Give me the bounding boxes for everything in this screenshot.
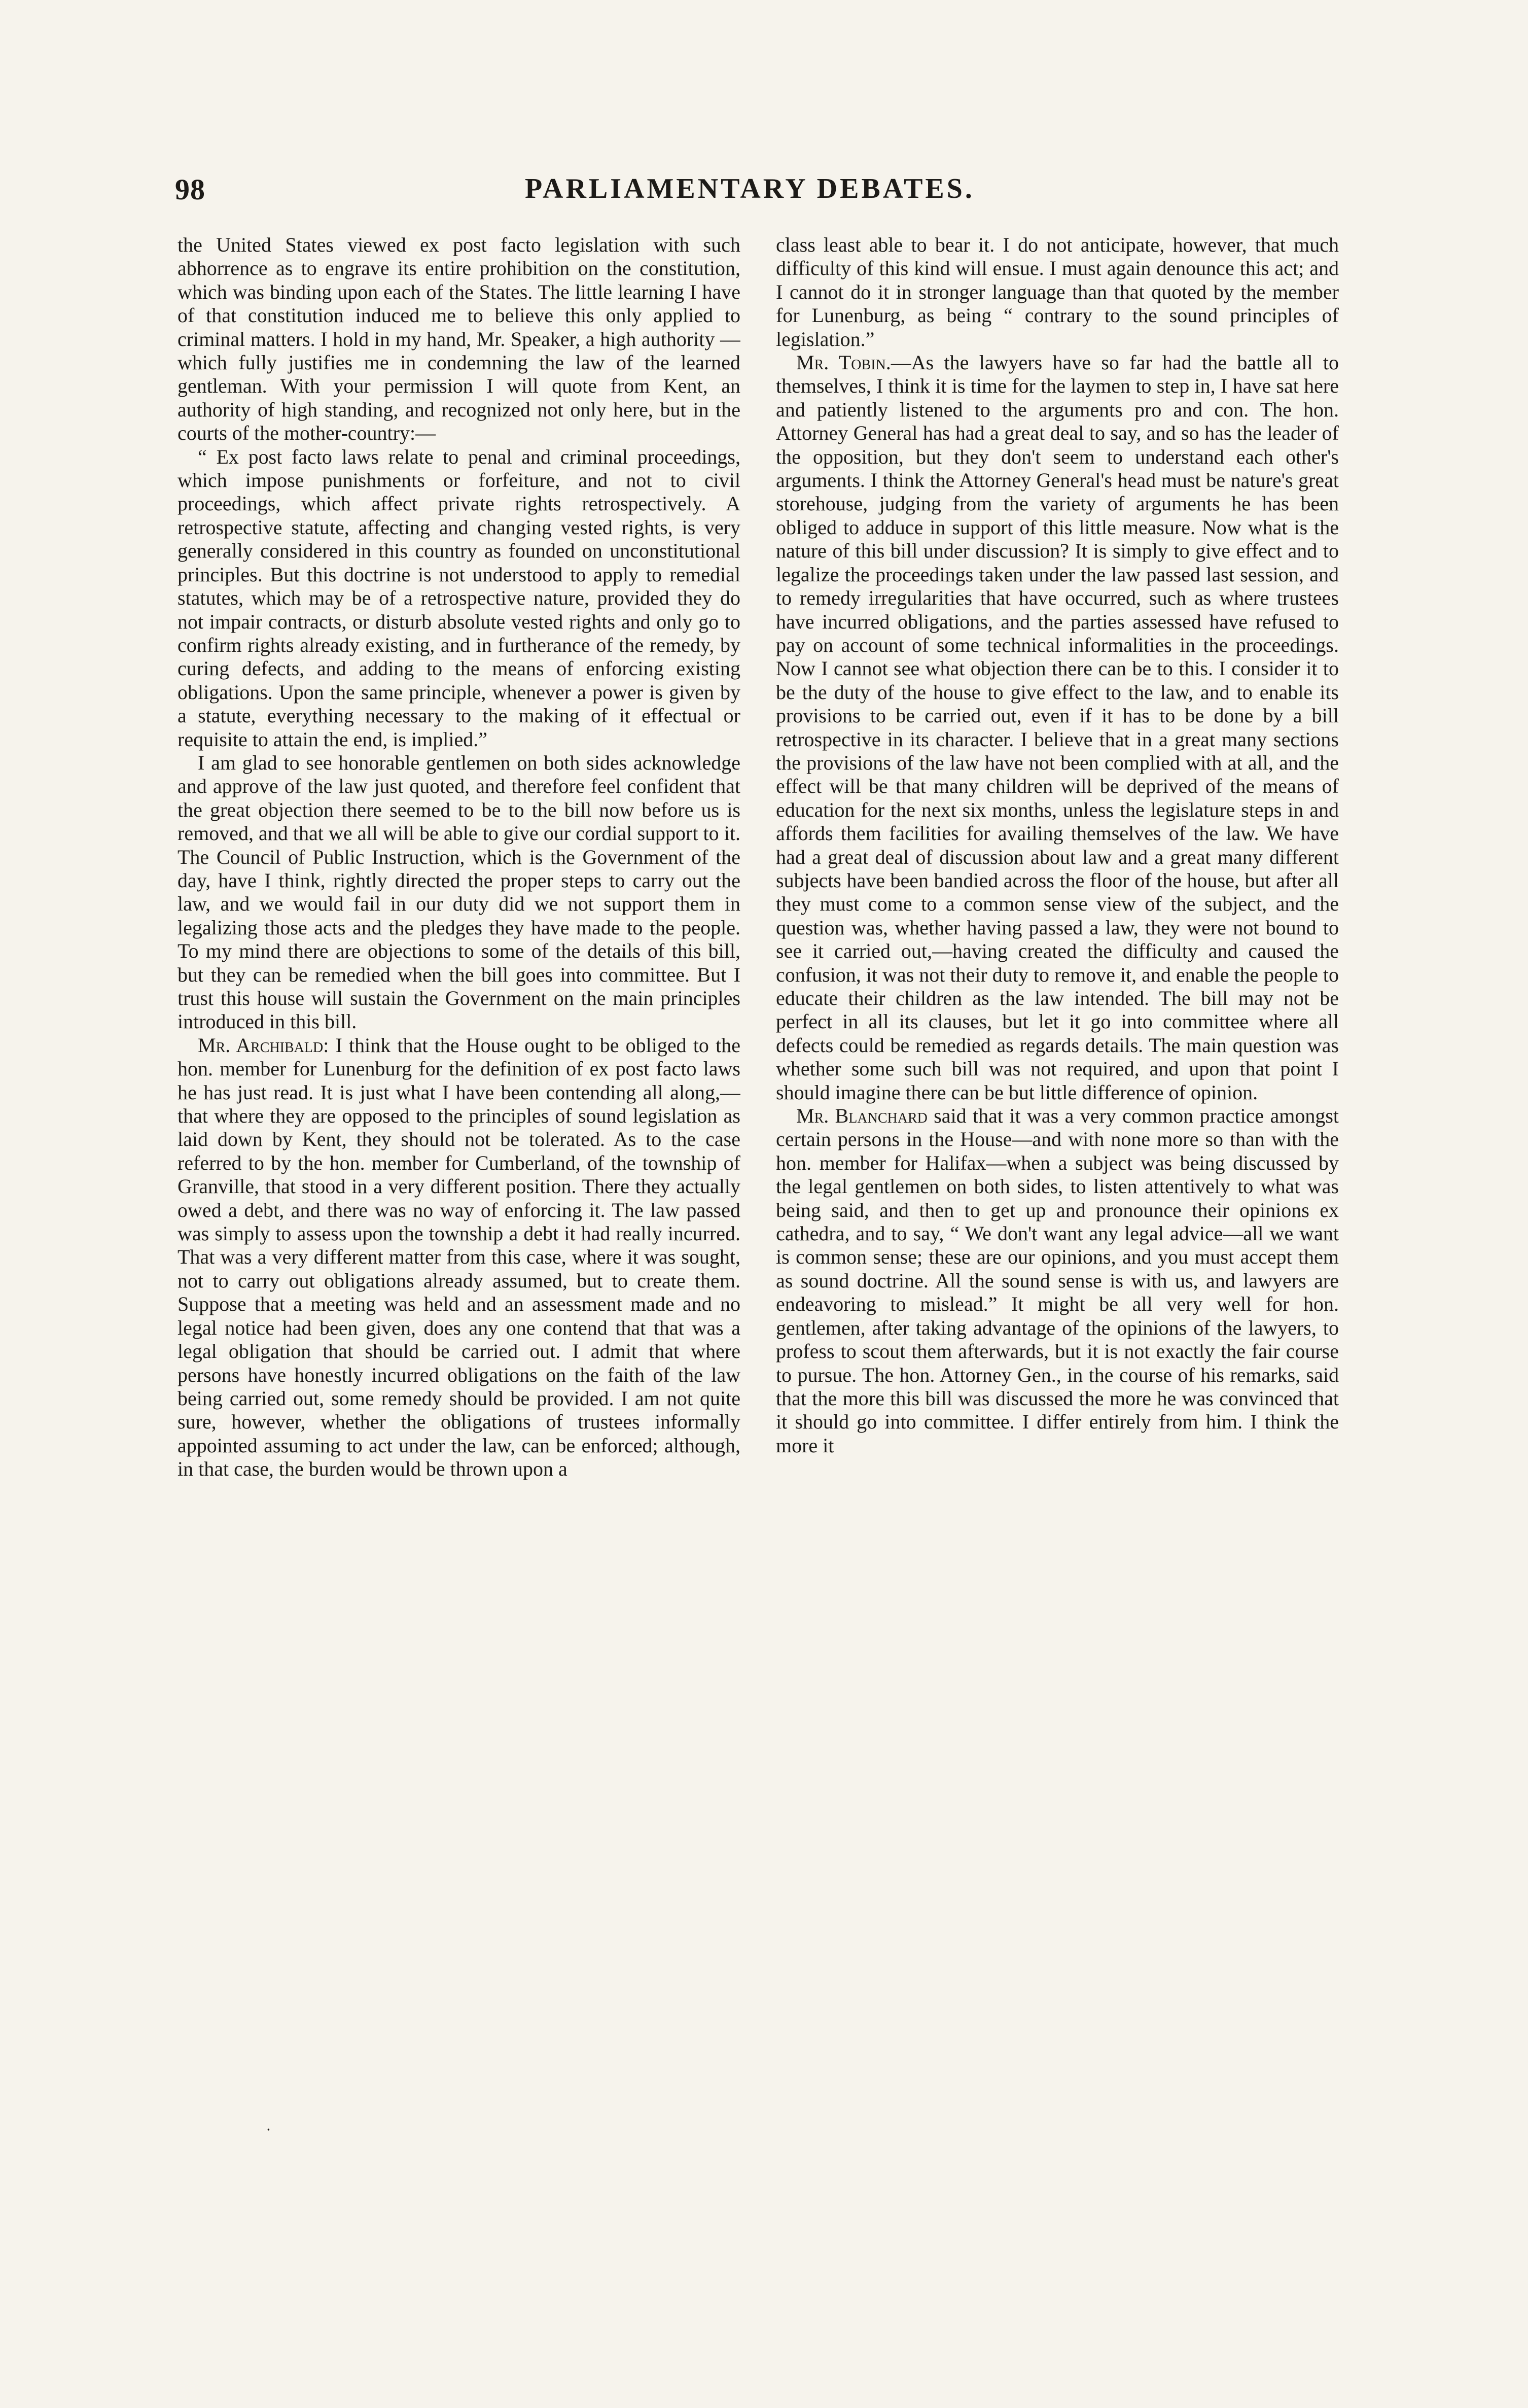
speech-blanchard: [776, 1104, 1339, 1457]
paragraph: I am glad to see honorable gentlemen on both sides acknowledge and approve of the law just quoted, and therefore feel confident that the great objection there seemed to be to the bill now before us is removed, and that we all will be able to give our cordial support to it. The Council of Public Instruction, which is the Government of the day, have I think, rightly directed the proper steps to carry out the law, and we would fail in our duty did we not support them in legalizing those acts and the pledges they have made to the people. To my mind there are objections to some of the details of this bill, but they can be remedied when the bill goes into committee. But I trust this house will sustain the Government on the main principles introduced in this bill.: [177, 751, 740, 1033]
page-number: 98: [175, 173, 205, 206]
speaker-name: Mr. Archibald:: [198, 1033, 329, 1057]
page-header: [175, 172, 1362, 213]
paragraph: the United States viewed ex post facto legislation with such abhorrence as to engrave its entire prohibition on the constitution, which was binding upon each of the States. The little learning I have of that constitution induced me to believe this only applied to criminal matters. I hold in my hand, Mr. Speaker, a high authority — which fully justifies me in condemning the law of the learned gentleman. With your permission I will quote from Kent, an authority of high standing, and recognized not only here, but in the courts of the mother-country:—: [177, 233, 740, 445]
speech-text: I think that the House ought to be obliged to the hon. member for Lunenburg for the definition of ex post facto laws he has just read. It is just what I have been contending all along,—that where they are opposed to the principles of sound legislation as laid down by Kent, they should not be tolerated. As to the case referred to by the hon. member for Cumberland, of the township of Granville, that stood in a very different position. There they actually owed a debt, and there was no way of enforcing it. The law passed was simply to assess upon the township a debt it had really incurred. That was a very different matter from this case, where it was sought, not to carry out obligations already assumed, but to create them. Suppose that a meeting was held and an assessment made and no legal notice had been given, does any one contend that that was a legal obligation that should be carried out. I admit that where persons have honestly incurred obligations on the faith of the law being carried out, some remedy should be provided. I am not quite sure, however, whether the obligations of trustees informally appointed assuming to act under the law, can be enforced; although, in that case, the burden would be thrown upon a: [177, 1033, 740, 1481]
speech-text: said that it was a very common practice amongst certain persons in the House—and with none more so than with the hon. member for Halifax—when a subject was being discussed by the legal gentlemen on both sides, to listen attentively to what was being said, and then to get up and pronounce their opinions ex cathedra, and to say, “ We don't want any legal advice—all we want is common sense; these are our opinions, and you must accept them as sound doctrine. All the sound sense is with us, and lawyers are endeavoring to mislead.” It might be all very well for hon. gentlemen, after taking advantage of the opinions of the lawyers, to profess to scout them afterwards, but it is not exactly the fair course to pursue. The hon. Attorney Gen., in the course of his remarks, said that the more this bill was discussed the more he was convinced that it should go into committee. I differ entirely from him. I think the more it: [776, 1104, 1339, 1457]
kent-quotation: “ Ex post facto laws relate to penal and criminal proceedings, which impose punishments or forfeiture, and not to civil proceedings, which affect private rights retrospectively. A retrospective statute, affecting and changing vested rights, is very generally considered in this country as founded on unconstitutional principles. But this doctrine is not understood to apply to remedial statutes, which may be of a retrospective nature, provided they do not impair contracts, or disturb absolute vested rights and only go to confirm rights already existing, and in furtherance of the remedy, by curing defects, and adding to the means of enforcing existing obligations. Upon the same principle, whenever a power is given by a statute, everything necessary to the making of it effectual or requisite to attain the end, is implied.”: [177, 445, 740, 751]
right-column: [776, 233, 1339, 2212]
speech-tobin: [776, 351, 1339, 1104]
speaker-name: Mr. Blanchard: [796, 1104, 928, 1128]
print-speck: ·: [266, 2121, 271, 2138]
speech-text: —As the lawyers have so far had the battle all to themselves, I think it is time for the laymen to step in, I have sat here and patiently listened to the arguments pro and con. The hon. Attorney General has had a great deal to say, and so has the leader of the opposition, but they don't seem to understand each other's arguments. I think the Attorney General's head must be nature's great storehouse, judging from the variety of arguments he has been obliged to adduce in support of this little measure. Now what is the nature of this bill under discussion? It is simply to give effect and to legalize the proceedings taken under the law passed last session, and to remedy irregularities that have occurred, such as where trustees have incurred obligations, and the parties assessed have refused to pay on account of some technical informalities in the proceedings. Now I cannot see what objection there can be to this. I consider it to be the duty of the house to give effect to the law, and to enable its provisions to be carried out, even if it has to be done by a bill retrospective in its character. I believe that in a great many sections the provisions of the law have not been complied with at all, and the effect will be that many children will be deprived of the means of education for the next six months, unless the legislature steps in and affords them facilities for availing themselves of the law. We have had a great deal of discussion about law and a great many different subjects have been bandied across the floor of the house, but after all they must come to a common sense view of the subject, and the question was, whether having passed a law, they were not bound to see it carried out,—having created the difficulty and caused the confusion, it was not their duty to remove it, and enable the people to educate their children as the law intended. The bill may not be perfect in all its clauses, but let it go into committee where all defects could be remedied as regards details. The main question was whether some such bill was not required, and upon that point I should imagine there can be but little difference of opinion.: [776, 351, 1339, 1104]
left-column: [177, 233, 740, 2212]
paragraph: class least able to bear it. I do not anticipate, however, that much difficulty of this kind will ensue. I must again denounce this act; and I cannot do it in stronger language than that quoted by the member for Lunenburg, as being “ contrary to the sound principles of legislation.”: [776, 233, 1339, 351]
running-head: PARLIAMENTARY DEBATES.: [525, 173, 975, 204]
speaker-name: Mr. Tobin.: [796, 351, 891, 374]
speech-archibald: [177, 1034, 740, 1481]
